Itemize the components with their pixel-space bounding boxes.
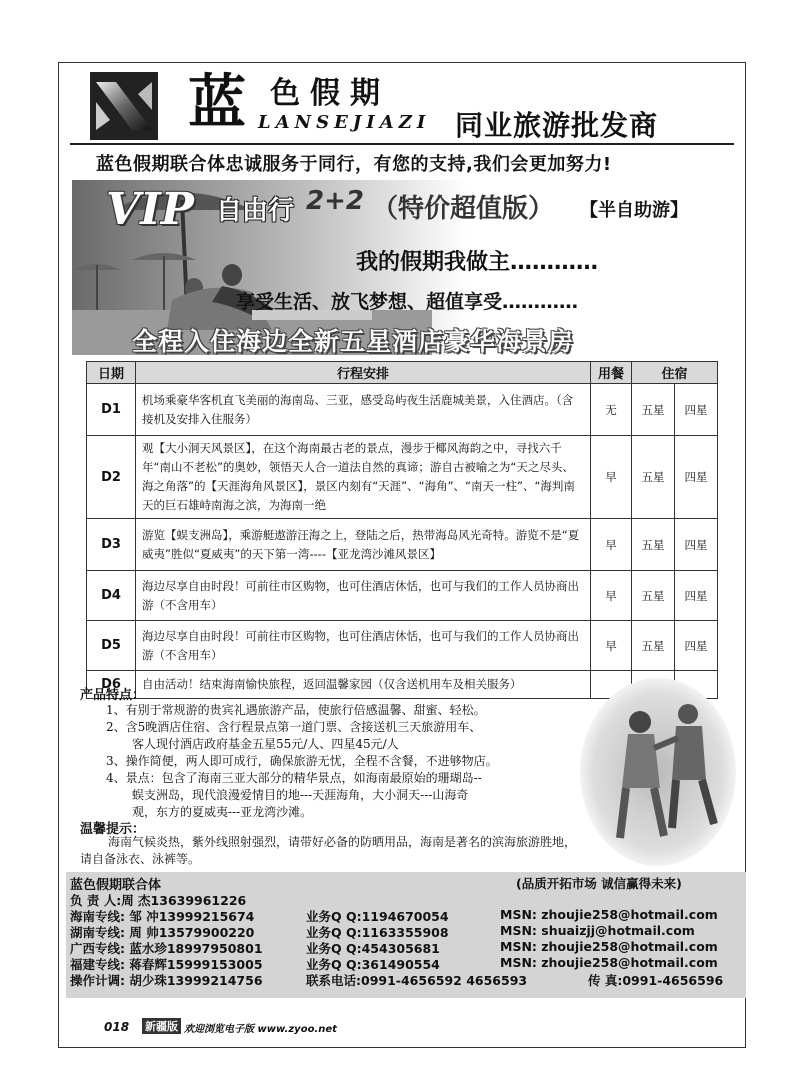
feature-item: 1、有别于常规游的贵宾礼遇旅游产品，使旅行倍感温馨、甜蜜、轻松。 bbox=[106, 703, 486, 717]
edition-badge: 新疆版 bbox=[142, 1018, 181, 1034]
col-header-day: 日期 bbox=[87, 362, 136, 384]
day-cell: D2 bbox=[87, 436, 136, 519]
contact-line-left: 福建专线: 蒋春辉15999153005 bbox=[70, 957, 263, 972]
table-row bbox=[87, 384, 718, 436]
table-row bbox=[87, 436, 718, 519]
org-motto: (品质开拓市场 诚信赢得未来) bbox=[516, 876, 682, 891]
contact-line-left: 湖南专线: 周 帅13579900220 bbox=[70, 925, 255, 940]
day-cell: D4 bbox=[87, 571, 136, 621]
beach-couple-image bbox=[580, 678, 736, 866]
contact-line-left: 广西专线: 蓝水珍18997950801 bbox=[70, 941, 263, 956]
feature-item: 3、操作简便，两人即可成行，确保旅游无忧，全程不含餐，不进够物店。 bbox=[106, 754, 498, 768]
day-cell: D6 bbox=[87, 671, 136, 699]
warning-title: 温馨提示： bbox=[80, 822, 146, 837]
contact-line-qq: 业务Q Q:361490554 bbox=[306, 957, 440, 972]
features-title: 产品特点： bbox=[80, 688, 146, 703]
day-cell: D3 bbox=[87, 519, 136, 571]
itinerary-table bbox=[86, 361, 718, 699]
org-name: 蓝色假期联合体 bbox=[70, 878, 162, 893]
header-divider bbox=[70, 143, 734, 145]
meal-cell: 早 bbox=[591, 436, 632, 519]
plan-cell: 观【大小洞天风景区】，在这个海南最古老的景点，漫步于椰风海韵之中，寻找六千年“南山不老松”的奥妙，领悟天人合一道法自然的真谛；游自古被喻之为“天之尽头、海之角落”的【天涯海角风景区】，景区内刻有“天涯”、“海角”、“南天一柱”、“海判南天的巨石雄峙南海之滨，为海南一绝 bbox=[136, 436, 591, 519]
contact-line-left: 负 责 人:周 杰13639961226 bbox=[70, 893, 247, 908]
half-self-guided-label: 【半自助游】 bbox=[580, 200, 688, 221]
five-star-cell: 五星 bbox=[632, 519, 675, 571]
free-travel-label: 自由行 bbox=[216, 196, 295, 226]
brand-logo-icon bbox=[90, 72, 158, 140]
plan-cell: 海边尽享自由时段！可前往市区购物，也可住酒店休恬，也可与我们的工作人员协商出游（不含用车） bbox=[136, 571, 591, 621]
five-star-cell: 五星 bbox=[632, 384, 675, 436]
feature-item: 4、景点：包含了海南三亚大部分的精华景点，如海南最原始的珊瑚岛-- bbox=[106, 771, 482, 785]
four-star-cell: 四星 bbox=[675, 571, 718, 621]
meal-cell: 早 bbox=[591, 621, 632, 671]
meal-cell: 早 bbox=[591, 519, 632, 571]
vip-title: VIP bbox=[106, 184, 194, 235]
brand-name-rest: 色假期 bbox=[270, 76, 390, 111]
day-cell: D5 bbox=[87, 621, 136, 671]
warning-line-1: 海南气候炎热，紫外线照射强烈，请带好必备的防晒用品，海南是著名的滨海旅游胜地， bbox=[108, 835, 577, 849]
feature-item: 客人现付酒店政府基金五星55元/人、四星45元/人 bbox=[132, 737, 399, 751]
table-row bbox=[87, 519, 718, 571]
four-star-cell: 四星 bbox=[675, 436, 718, 519]
footer-link-text: 欢迎浏览电子版 www.zyoo.net bbox=[184, 1024, 337, 1035]
four-star-cell: 四星 bbox=[675, 621, 718, 671]
plan-cell: 机场乘豪华客机直飞美丽的海南岛、三亚，感受岛屿夜生活鹿城美景，入住酒店。（含接机及安排入住服务） bbox=[136, 384, 591, 436]
warning-line-2: 请自备泳衣、泳裤等。 bbox=[80, 852, 201, 866]
contact-line-fax: 传 真:0991-4656596 bbox=[588, 973, 724, 988]
motto-line-1: 我的假期我做主………… bbox=[356, 250, 599, 275]
contact-line-qq: 业务Q Q:1194670054 bbox=[306, 909, 449, 924]
contact-line-phone: 联系电话:0991-4656592 4656593 bbox=[306, 973, 528, 988]
page-number: 018 bbox=[104, 1020, 130, 1034]
plan-label: 2+2 bbox=[306, 186, 364, 216]
feature-item: 2、含5晚酒店住宿、含行程景点第一道门票、含接送机三天旅游用车、 bbox=[106, 720, 482, 734]
col-header-stay: 住宿 bbox=[632, 362, 718, 384]
feature-item: 蜈支洲岛，现代浪漫爱情目的地---天涯海角，大小洞天---山海奇 bbox=[132, 788, 469, 802]
five-star-cell: 五星 bbox=[632, 436, 675, 519]
contact-line-left: 操作计调: 胡少珠13999214756 bbox=[70, 973, 263, 988]
brand-name-big: 蓝 bbox=[188, 68, 245, 136]
feature-item: 观，东方的夏威夷---亚龙湾沙滩。 bbox=[132, 805, 313, 819]
special-edition-label: （特价超值版） bbox=[372, 194, 555, 224]
five-star-cell: 五星 bbox=[632, 621, 675, 671]
hotel-stay-headline: 全程入住海边全新五星酒店豪华海景房 bbox=[132, 327, 575, 356]
meal-cell: 无 bbox=[591, 384, 632, 436]
table-row bbox=[87, 571, 718, 621]
plan-cell: 海边尽享自由时段！可前往市区购物，也可住酒店休恬，也可与我们的工作人员协商出游（不含用车） bbox=[136, 621, 591, 671]
contact-line-qq: 业务Q Q:1163355908 bbox=[306, 925, 449, 940]
contact-line-left: 海南专线: 邹 冲13999215674 bbox=[70, 909, 255, 924]
contact-line-qq: 业务Q Q:454305681 bbox=[306, 941, 440, 956]
five-star-cell: 五星 bbox=[632, 571, 675, 621]
contact-line-msn: MSN: zhoujie258@hotmail.com bbox=[500, 955, 718, 970]
plan-cell: 自由活动！结束海南愉快旅程，返回温馨家园（仅含送机用车及相关服务） bbox=[136, 671, 591, 699]
col-header-meal: 用餐 bbox=[591, 362, 632, 384]
four-star-cell: 四星 bbox=[675, 519, 718, 571]
brand-tagline: 同业旅游批发商 bbox=[455, 109, 659, 142]
motto-line-2: 享受生活、放飞梦想、超值享受………… bbox=[236, 291, 579, 313]
plan-cell: 游览【蜈支洲岛】，乘游艇遨游汪海之上，登陆之后，热带海岛风光奇特。游览不是“夏威夷”胜似“夏威夷”的天下第一湾----【亚龙湾沙滩风景区】 bbox=[136, 519, 591, 571]
col-header-plan: 行程安排 bbox=[136, 362, 591, 384]
day-cell: D1 bbox=[87, 384, 136, 436]
four-star-cell: 四星 bbox=[675, 384, 718, 436]
table-row bbox=[87, 621, 718, 671]
meal-cell: 早 bbox=[591, 571, 632, 621]
contact-line-msn: MSN: zhoujie258@hotmail.com bbox=[500, 907, 718, 922]
slogan: 蓝色假期联合体忠诚服务于同行，有您的支持,我们会更加努力! bbox=[96, 154, 612, 175]
contact-line-msn: MSN: zhoujie258@hotmail.com bbox=[500, 939, 718, 954]
brand-pinyin: LANSEJIAZI bbox=[258, 112, 431, 133]
contact-line-msn: MSN: shuaizjj@hotmail.com bbox=[500, 923, 695, 938]
